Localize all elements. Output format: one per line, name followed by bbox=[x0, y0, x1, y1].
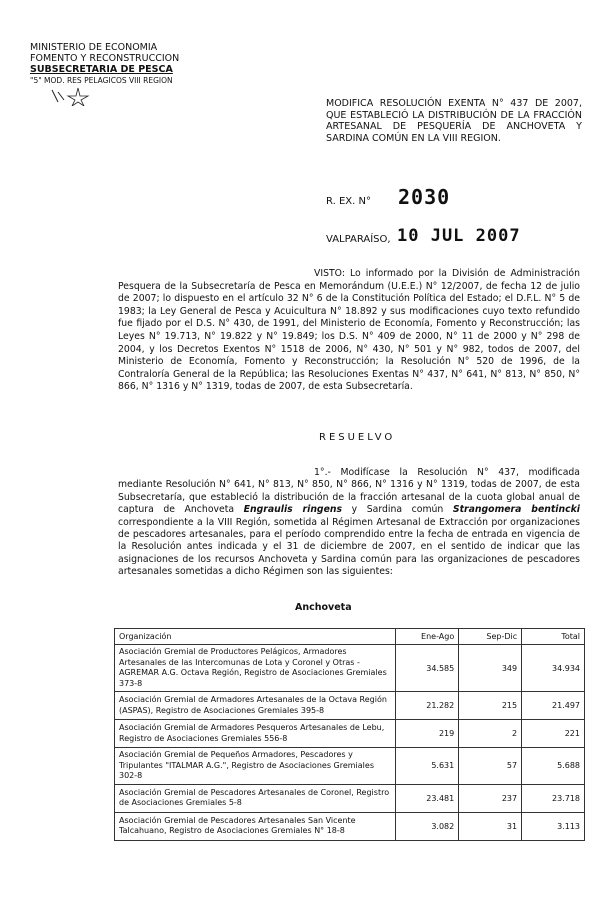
species-anchoveta: Engraulis ringens bbox=[243, 504, 343, 516]
sep-dic-cell: 31 bbox=[459, 812, 522, 840]
resolution-number: 2030 bbox=[398, 185, 451, 209]
ene-ago-cell: 21.282 bbox=[396, 692, 459, 720]
place: VALPARAÍSO, bbox=[326, 234, 391, 245]
ene-ago-cell: 3.082 bbox=[396, 812, 459, 840]
resolution-subject: MODIFICA RESOLUCIÓN EXENTA N° 437 DE 2007, QUE ESTABLECIÓ LA DISTRIBUCIÓN DE LA FRACCIÓN ARTESANAL DE PESQUERÍA DE ANCHOVETA Y SARDINA COMÚN EN LA VIII REGION. bbox=[326, 98, 582, 144]
article-1-tail: correspondiente a la VIII Región, sometida al Régimen Artesanal de Extracción por organizaciones de pescadores artesanales, para el período comprendido entre la fecha de entrada en vigencia de la Resolución antes indicada y el 31 de diciembre de 2007, en el sentido de indicar que las asignaciones de los recursos Anchoveta y Sardina común para las organizaciones de pescadores artesanales sometidas a dicho Régimen son las siguientes: bbox=[118, 516, 580, 578]
total-cell: 21.497 bbox=[522, 692, 585, 720]
table-title: Anchoveta bbox=[295, 602, 352, 613]
table-row bbox=[115, 784, 585, 812]
sep-dic-cell: 349 bbox=[459, 645, 522, 692]
species-sardina: Strangomera bentincki bbox=[452, 504, 580, 516]
total-cell: 3.113 bbox=[522, 812, 585, 840]
header-organizacion: Organización bbox=[115, 629, 396, 645]
sep-dic-cell: 215 bbox=[459, 692, 522, 720]
resolution-label: R. EX. N° bbox=[326, 196, 371, 207]
table-row bbox=[115, 692, 585, 720]
table-row bbox=[115, 720, 585, 748]
ministry-line-2: FOMENTO Y RECONSTRUCCION bbox=[30, 53, 180, 64]
initials-signature-mark bbox=[48, 86, 108, 106]
reference-line: "5" MOD. RES PELAGICOS VIII REGION bbox=[30, 76, 173, 85]
org-cell: Asociación Gremial de Pescadores Artesanales San Vicente Talcahuano, Registro de Asociaciones Gremiales N° 18-8 bbox=[115, 812, 396, 840]
ministry-line-1: MINISTERIO DE ECONOMIA bbox=[30, 42, 158, 53]
anchoveta-quota-table bbox=[114, 628, 585, 841]
org-cell: Asociación Gremial de Armadores Pesqueros Artesanales de Lebu, Registro de Asociaciones Gremiales 556-8 bbox=[115, 720, 396, 748]
resuelvo-heading: RESUELVO bbox=[319, 432, 396, 443]
sep-dic-cell: 2 bbox=[459, 720, 522, 748]
table-row bbox=[115, 748, 585, 785]
ene-ago-cell: 34.585 bbox=[396, 645, 459, 692]
ene-ago-cell: 219 bbox=[396, 720, 459, 748]
visto-paragraph: VISTO: Lo informado por la División de Administración Pesquera de la Subsecretaría de Pesca en Memorándum (U.E.E.) N° 12/2007, de fecha 12 de julio de 2007; lo dispuesto en el artículo 32 N° 6 de la Constitución Política del Estado; el D.F.L. N° 5 de 1983; la Ley General de Pesca y Acuicultura N° 18.892 y sus modificaciones cuyo texto refundido fue fijado por el D.S. N° 430, de 1991, del Ministerio de Economía, Fomento y Reconstrucción; las Leyes N° 19.713, N° 19.822 y N° 19.849; los D.S. N° 409 de 2000, N° 11 de 2000 y N° 298 de 2004, y los Decretos Exentos N° 1518 de 2006, N° 430, N° 501 y N° 982, todos de 2007, del Ministerio de Economía, Fomento y Reconstrucción; la Resolución N° 520 de 1996, de la Contraloría General de la República; las Resoluciones Exentas N° 437, N° 641, N° 813, N° 850, N° 866, N° 1316 y N° 1319, todas de 2007, de esta Subsecretaría. bbox=[118, 268, 580, 393]
total-cell: 5.688 bbox=[522, 748, 585, 785]
ene-ago-cell: 23.481 bbox=[396, 784, 459, 812]
total-cell: 221 bbox=[522, 720, 585, 748]
org-cell: Asociación Gremial de Armadores Artesanales de la Octava Región (ASPAS), Registro de Asociaciones Gremiales 395-8 bbox=[115, 692, 396, 720]
header-sep-dic: Sep-Dic bbox=[459, 629, 522, 645]
sep-dic-cell: 57 bbox=[459, 748, 522, 785]
article-1-mid: y Sardina común bbox=[351, 504, 444, 516]
article-1-lead: 1°.- Modifícase la Resolución N° 437, modificada mediante Resolución N° 641, N° 813, N° 850, N° 866, N° 1316 y N° 1319, todas de 2007, de esta Subsecretaría, que estableció la distribución de la fracción artesanal de la cuota global anual de captura de Anchoveta bbox=[118, 467, 580, 516]
ene-ago-cell: 5.631 bbox=[396, 748, 459, 785]
table-row bbox=[115, 812, 585, 840]
total-cell: 23.718 bbox=[522, 784, 585, 812]
date-stamp: 10 JUL 2007 bbox=[397, 226, 521, 246]
header-ene-ago: Ene-Ago bbox=[396, 629, 459, 645]
org-cell: Asociación Gremial de Pequeños Armadores, Pescadores y Tripulantes "ITALMAR A.G.", Registro de Asociaciones Gremiales 302-8 bbox=[115, 748, 396, 785]
article-1-paragraph bbox=[118, 467, 580, 579]
total-cell: 34.934 bbox=[522, 645, 585, 692]
header-total: Total bbox=[522, 629, 585, 645]
letterhead bbox=[30, 42, 179, 86]
sep-dic-cell: 237 bbox=[459, 784, 522, 812]
table-header-row bbox=[115, 629, 585, 645]
table-row bbox=[115, 645, 585, 692]
org-cell: Asociación Gremial de Productores Pelágicos, Armadores Artesanales de las Intercomunas de Lota y Coronel y Otras - AGREMAR A.G. Octava Región, Registro de Asociaciones Gremiales 373-8 bbox=[115, 645, 396, 692]
org-cell: Asociación Gremial de Pescadores Artesanales de Coronel, Registro de Asociaciones Gremiales 5-8 bbox=[115, 784, 396, 812]
subsecretaria-line: SUBSECRETARIA DE PESCA bbox=[30, 64, 173, 75]
